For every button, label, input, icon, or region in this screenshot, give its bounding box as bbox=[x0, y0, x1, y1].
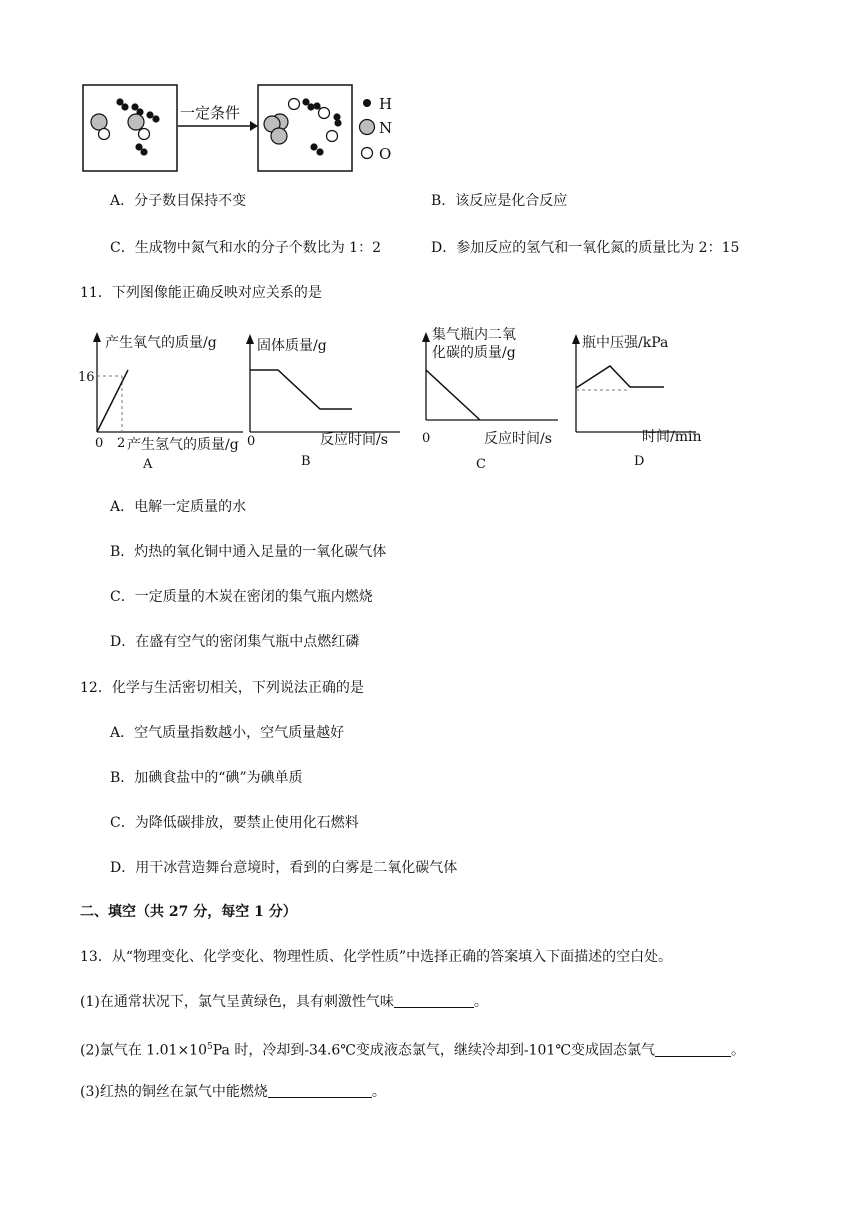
o-atom-icon bbox=[362, 148, 373, 159]
q11-option-c: C．一定质量的木炭在密闭的集气瓶内燃烧 bbox=[110, 589, 373, 605]
graph-b-xlabel: 反应时间/s bbox=[320, 432, 388, 448]
q10-option-c: C．生成物中氮气和水的分子个数比为 1：2 bbox=[110, 240, 381, 256]
graph-b-line bbox=[250, 370, 352, 409]
graph-a-ylabel: 产生氧气的质量/g bbox=[105, 335, 217, 351]
product-molecules bbox=[264, 99, 338, 145]
h-atom-icon bbox=[363, 99, 371, 107]
graph-b-origin: 0 bbox=[247, 434, 256, 449]
graph-c-line bbox=[426, 370, 480, 420]
q13-part1-text: (1)在通常状况下，氯气呈黄绿色，具有刺激性气味 bbox=[80, 994, 394, 1010]
q13-part2 bbox=[80, 1038, 745, 1060]
atom-legend bbox=[360, 95, 393, 163]
no-molecules-reactants bbox=[91, 114, 150, 140]
graph-c-ylabel-1: 集气瓶内二氧 bbox=[432, 327, 516, 343]
period: 。 bbox=[473, 994, 488, 1010]
graph-c-ylabel-2: 化碳的质量/g bbox=[432, 345, 516, 361]
answer-blank[interactable] bbox=[655, 1042, 731, 1057]
answer-blank[interactable] bbox=[394, 993, 474, 1008]
n-atom-icon bbox=[360, 120, 375, 135]
q10-option-b: B．该反应是化合反应 bbox=[431, 193, 568, 209]
graph-c bbox=[418, 322, 568, 474]
graph-b bbox=[240, 328, 410, 473]
q13-part3-text: (3)红热的铜丝在氯气中能燃烧 bbox=[80, 1084, 268, 1100]
graph-d-caption: D bbox=[634, 454, 645, 469]
q12-option-d: D．用干冰营造舞台意境时，看到的白雾是二氧化碳气体 bbox=[110, 860, 458, 876]
q11-option-a: A．电解一定质量的水 bbox=[110, 499, 247, 515]
graph-d-line bbox=[576, 366, 664, 388]
q12-option-b: B．加碘食盐中的“碘”为碘单质 bbox=[110, 770, 303, 786]
reaction-diagram bbox=[80, 80, 410, 176]
graph-a-line bbox=[97, 370, 128, 432]
graph-a-caption: A bbox=[143, 457, 153, 472]
q11-option-d: D．在盛有空气的密闭集气瓶中点燃红磷 bbox=[110, 634, 360, 650]
graph-d-ylabel: 瓶中压强/kPa bbox=[582, 335, 669, 351]
graph-a-xtick: 2 bbox=[117, 436, 126, 451]
graph-a-origin: 0 bbox=[95, 436, 104, 451]
h2-molecules-products bbox=[302, 98, 325, 155]
graph-c-caption: C bbox=[476, 457, 486, 472]
legend-n: N bbox=[379, 119, 393, 137]
section-heading: 二、填空（共 27 分，每空 1 分） bbox=[80, 904, 297, 920]
answer-blank[interactable] bbox=[268, 1083, 372, 1098]
legend-o: O bbox=[379, 145, 392, 163]
graph-c-xlabel: 反应时间/s bbox=[484, 431, 552, 447]
q11-option-b: B．灼热的氧化铜中通入足量的一氧化碳气体 bbox=[110, 544, 387, 560]
q10-option-a: A．分子数目保持不变 bbox=[110, 193, 247, 209]
exponent: 5 bbox=[207, 1042, 213, 1052]
arrow-label: 一定条件 bbox=[180, 104, 241, 122]
q12-stem: 12．化学与生活密切相关，下列说法正确的是 bbox=[80, 680, 364, 696]
q13-part2-text: (2)氯气在 1.01×10 bbox=[80, 1042, 207, 1059]
graph-b-caption: B bbox=[301, 454, 311, 469]
q12-option-c: C．为降低碳排放，要禁止使用化石燃料 bbox=[110, 815, 359, 831]
period: 。 bbox=[731, 1042, 745, 1059]
graph-d bbox=[568, 328, 708, 473]
graph-a-xlabel: 产生氢气的质量/g bbox=[127, 437, 239, 453]
q13-stem: 13．从“物理变化、化学变化、物理性质、化学性质”中选择正确的答案填入下面描述的空白处。 bbox=[80, 949, 673, 965]
q11-stem: 11．下列图像能正确反映对应关系的是 bbox=[80, 285, 322, 301]
graph-b-ylabel: 固体质量/g bbox=[257, 338, 327, 354]
q13-part3 bbox=[80, 1083, 386, 1101]
graph-d-xlabel: 时间/min bbox=[642, 429, 702, 445]
q13-part2-text-cont: Pa 时，冷却到-34.6℃变成液态氯气，继续冷却到-101℃变成固态氯气 bbox=[212, 1042, 655, 1059]
legend-h: H bbox=[379, 95, 393, 113]
q10-option-d: D．参加反应的氢气和一氧化氮的质量比为 2：15 bbox=[431, 240, 740, 256]
q13-part1 bbox=[80, 993, 488, 1011]
graph-a-ytick: 16 bbox=[78, 370, 95, 385]
graph-c-origin: 0 bbox=[422, 431, 431, 446]
graph-a bbox=[75, 328, 255, 473]
q12-option-a: A．空气质量指数越小，空气质量越好 bbox=[110, 725, 345, 741]
period: 。 bbox=[371, 1084, 386, 1100]
